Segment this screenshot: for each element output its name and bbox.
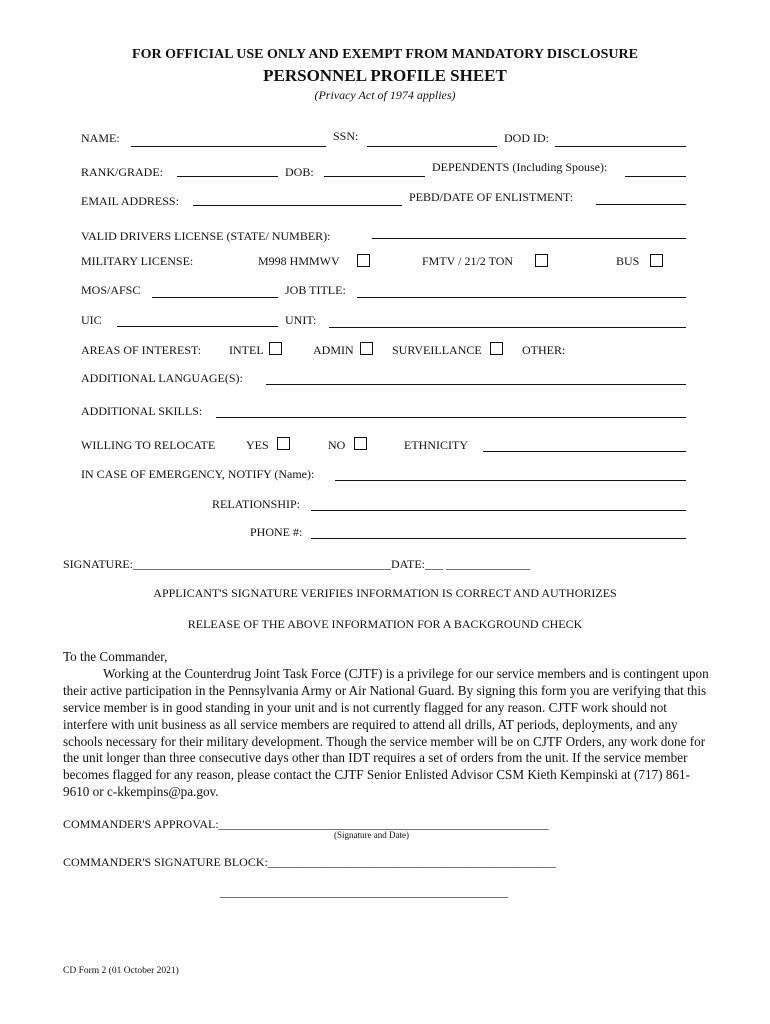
mos-afsc-field[interactable] <box>152 297 278 298</box>
letter-body: Working at the Counterdrug Joint Task Force (CJTF) is a privilege for our service members and is contingent upon their active participation in the Pennsylvania Army or Air National Guard. By signing this form you are verifying that this service member is in good standing in your unit and is not currently flagged for any reason. CJTF work should not interfere with unit business as all service members are required to attend all drills, AT periods, deployments, and any schools necessary for their military development. Though the service member will be on CJTF Orders, any work done for the unit longer than three consecutive days other than IDT requires a set of orders from the unit. If the service member becomes flagged for any reason, please contact the CJTF Senior Enlisted Advisor CSM Kieth Kempinski at (717) 861-9610 or c-kkempins@pa.gov. <box>63 665 709 800</box>
drivers-license-field[interactable] <box>372 238 686 239</box>
additional-skills-field[interactable] <box>216 417 686 418</box>
dod-id-label: DOD ID: <box>504 131 549 145</box>
willing-to-relocate-label: WILLING TO RELOCATE <box>81 438 216 452</box>
header-disclosure: FOR OFFICIAL USE ONLY AND EXEMPT FROM MANDATORY DISCLOSURE <box>132 47 638 62</box>
email-field[interactable] <box>193 205 402 206</box>
unit-field[interactable] <box>329 327 686 328</box>
unit-label: UNIT: <box>285 313 317 327</box>
privacy-act-note: (Privacy Act of 1974 applies) <box>314 88 456 102</box>
commander-approval-line[interactable]: COMMANDER'S APPROVAL:_______________________________________________________ <box>63 817 549 831</box>
ssn-label: SSN: <box>333 129 359 143</box>
form-number-footer: CD Form 2 (01 October 2021) <box>63 966 179 976</box>
additional-languages-field[interactable] <box>266 384 686 385</box>
bus-checkbox[interactable] <box>650 254 663 267</box>
pebd-field[interactable] <box>596 204 686 205</box>
dependents-field[interactable] <box>625 176 686 177</box>
fmtv-checkbox[interactable] <box>535 254 548 267</box>
drivers-license-label: VALID DRIVERS LICENSE (STATE/ NUMBER): <box>81 229 331 243</box>
rank-grade-label: RANK/GRADE: <box>81 165 164 179</box>
emergency-notify-label: IN CASE OF EMERGENCY, NOTIFY (Name): <box>81 467 315 481</box>
no-label: NO <box>328 438 346 452</box>
commander-letter <box>63 649 713 801</box>
mos-afsc-label: MOS/AFSC <box>81 283 141 297</box>
uic-field[interactable] <box>117 326 278 327</box>
dependents-label: DEPENDENTS (Including Spouse): <box>432 160 608 174</box>
approval-caption: (Signature and Date) <box>334 830 409 840</box>
dob-label: DOB: <box>285 165 314 179</box>
letter-salutation: To the Commander, <box>63 649 168 664</box>
surveillance-checkbox[interactable] <box>490 342 503 355</box>
m998-hmmwv-checkbox[interactable] <box>357 254 370 267</box>
phone-field[interactable] <box>311 538 686 539</box>
dob-field[interactable] <box>324 176 425 177</box>
page-title: PERSONNEL PROFILE SHEET <box>263 66 507 85</box>
job-title-field[interactable] <box>357 297 686 298</box>
areas-of-interest-label: AREAS OF INTEREST: <box>81 343 202 357</box>
email-label: EMAIL ADDRESS: <box>81 194 179 208</box>
commander-signature-block-line[interactable]: COMMANDER'S SIGNATURE BLOCK:________________________________________________ <box>63 855 556 869</box>
phone-label: PHONE #: <box>250 525 303 539</box>
additional-languages-label: ADDITIONAL LANGUAGE(S): <box>81 371 243 385</box>
additional-skills-label: ADDITIONAL SKILLS: <box>81 404 203 418</box>
admin-label: ADMIN <box>313 343 354 357</box>
bus-label: BUS <box>616 254 640 268</box>
name-label: NAME: <box>81 131 120 145</box>
yes-label: YES <box>246 438 269 452</box>
ethnicity-label: ETHNICITY <box>404 438 468 452</box>
rank-grade-field[interactable] <box>177 176 278 177</box>
uic-label: UIC <box>81 313 102 327</box>
relationship-label: RELATIONSHIP: <box>212 497 301 511</box>
ethnicity-field[interactable] <box>483 451 686 452</box>
ssn-field[interactable] <box>367 146 497 147</box>
dod-id-field[interactable] <box>555 146 686 147</box>
military-license-label: MILITARY LICENSE: <box>81 254 194 268</box>
verification-statement-line1: APPLICANT'S SIGNATURE VERIFIES INFORMATION IS CORRECT AND AUTHORIZES <box>153 586 617 600</box>
admin-checkbox[interactable] <box>360 342 373 355</box>
signature-block-extra-line[interactable]: ________________________________________________ <box>220 885 508 899</box>
relationship-field[interactable] <box>311 510 686 511</box>
job-title-label: JOB TITLE: <box>285 283 346 297</box>
other-label: OTHER: <box>522 343 566 357</box>
intel-label: INTEL <box>229 343 264 357</box>
verification-statement-line2: RELEASE OF THE ABOVE INFORMATION FOR A BACKGROUND CHECK <box>187 617 583 631</box>
m998-hmmwv-label: M998 HMMWV <box>258 254 340 268</box>
signature-date-line[interactable]: SIGNATURE:___________________________________________DATE:___ ______________ <box>63 557 530 571</box>
relocate-yes-checkbox[interactable] <box>277 437 290 450</box>
name-field[interactable] <box>131 146 326 147</box>
surveillance-label: SURVEILLANCE <box>392 343 482 357</box>
pebd-label: PEBD/DATE OF ENLISTMENT: <box>409 190 574 204</box>
intel-checkbox[interactable] <box>269 342 282 355</box>
relocate-no-checkbox[interactable] <box>354 437 367 450</box>
emergency-notify-field[interactable] <box>335 480 686 481</box>
fmtv-label: FMTV / 21/2 TON <box>422 254 514 268</box>
